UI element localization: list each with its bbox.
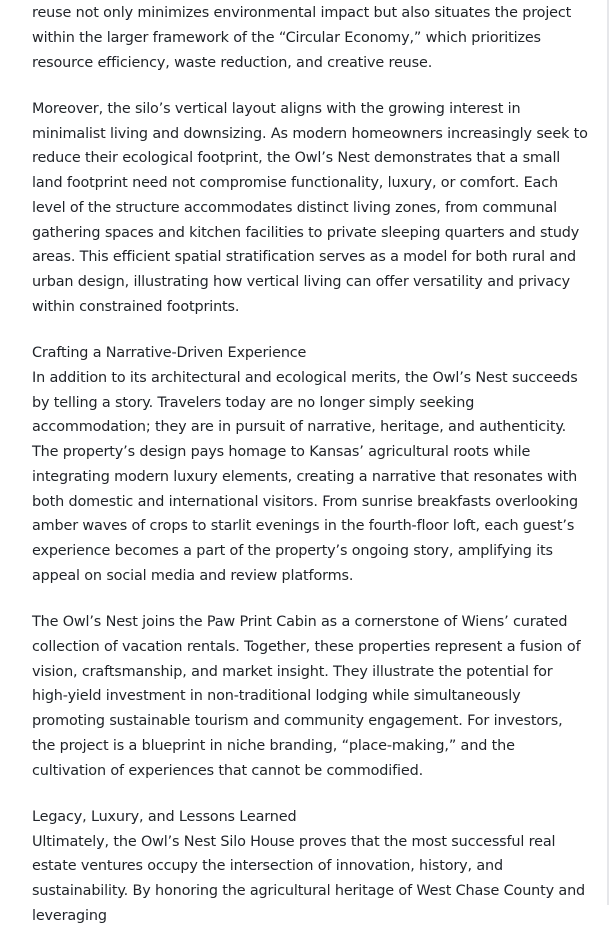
- section-heading-legacy: Legacy, Luxury, and Lessons Learned: [32, 808, 297, 825]
- paragraph-legacy: Ultimately, the Owl’s Nest Silo House proves that the most successful real estate ventures occupy the intersection of innovation, history, and sustainability. By honoring the agricultural heritage of West Chase County and leveraging: [32, 833, 586, 924]
- paragraph-paw-print-cabin: The Owl’s Nest joins the Paw Print Cabin as a cornerstone of Wiens’ curated collection of vacation rentals. Together, these properties represent a fusion of vision, craftsmanship, and market insight. They illustrate the potential for high-yield investment in non-traditional lodging while simultaneously promoting sustainable tourism and community engagement. For investors, the project is a blueprint in niche branding, “place-making,” and the cultivation of experiences that cannot be commodified.: [32, 614, 581, 779]
- paragraph-circular-economy: reuse not only minimizes environmental impact but also situates the project within the larger framework of the “Circular Economy,” which prioritizes resource efficiency, waste reduction, and creative reuse.: [32, 5, 572, 71]
- paragraph-vertical-layout: Moreover, the silo’s vertical layout aligns with the growing interest in minimalist living and downsizing. As modern homeowners increasingly seek to reduce their ecological footprint, the Owl’s Nest demonstrates that a small land footprint need not compromise functionality, luxury, or comfort. Each level of the structure accommodates distinct living zones, from communal gathering spaces and kitchen facilities to private sleeping quarters and study areas. This efficient spatial stratification serves as a model for both rural and urban design, illustrating how vertical living can offer versatility and privacy within constrained footprints.: [32, 100, 588, 315]
- section-heading-narrative: Crafting a Narrative-Driven Experience: [32, 345, 307, 361]
- article-body: [32, 1, 588, 950]
- paragraph-narrative: In addition to its architectural and ecological merits, the Owl’s Nest succeeds by telling a story. Travelers today are no longer simply seeking accommodation; they are in pursuit of narrative, heritage, and authenticity. The property’s design pays homage to Kansas’ agricultural roots while integrating modern luxury elements, creating a narrative that resonates with both domestic and international visitors. From sunrise breakfasts overlooking amber waves of crops to starlit evenings in the fourth-floor loft, each guest’s experience becomes a part of the property’s ongoing story, amplifying its appeal on social media and review platforms.: [32, 369, 578, 584]
